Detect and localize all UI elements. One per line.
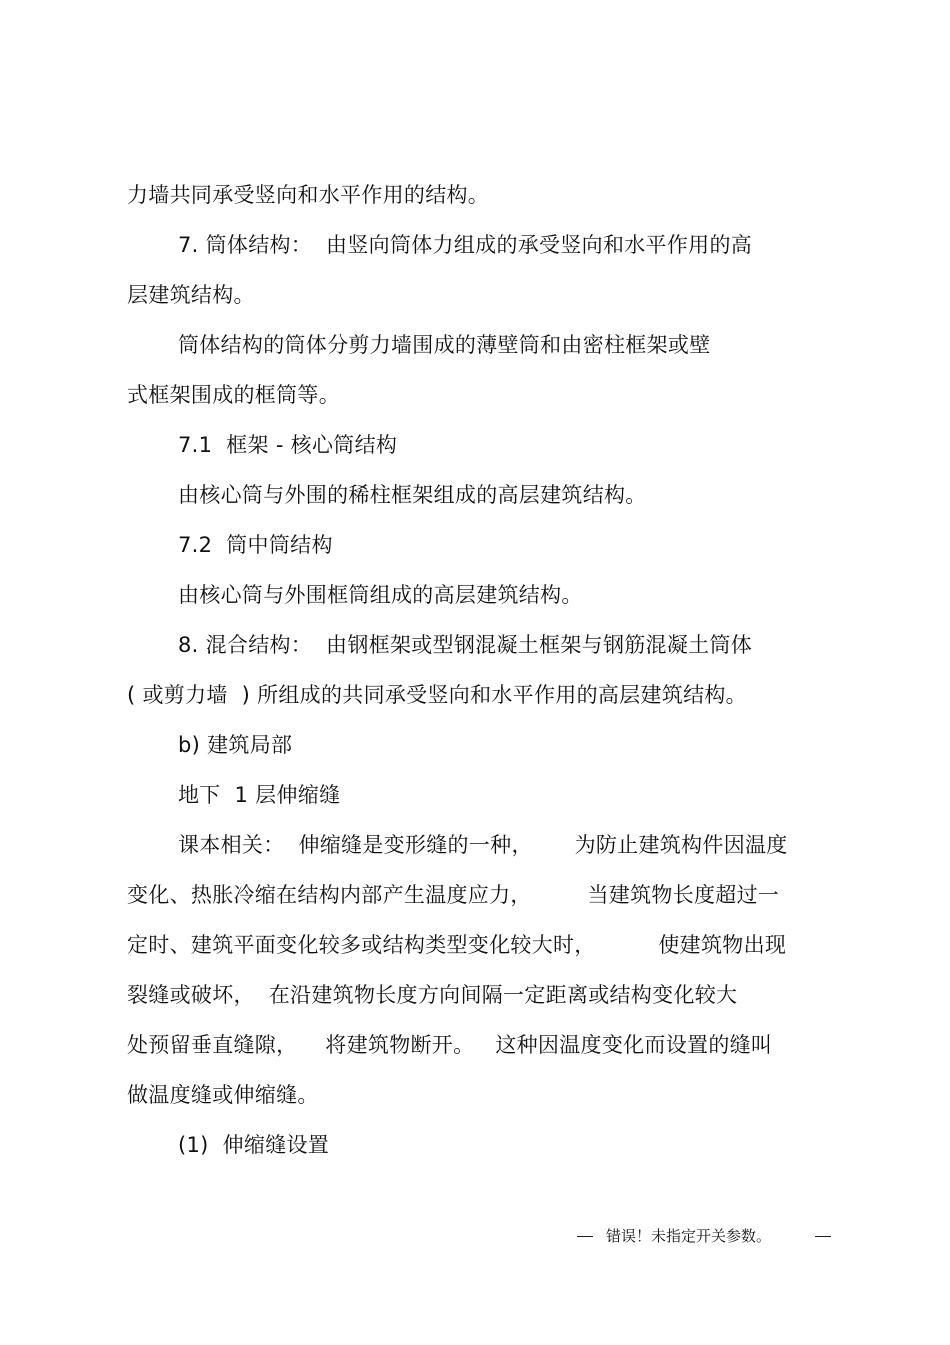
text-line: ( 或剪力墙 ) 所组成的共同承受竖向和水平作用的高层建筑结构。 <box>127 683 747 707</box>
text-line: 定时、建筑平面变化较多或结构类型变化较大时， 使建筑物出现 <box>127 933 787 957</box>
text-line: 由核心筒与外围的稀柱框架组成的高层建筑结构。 <box>178 483 647 507</box>
text-line: 由核心筒与外围框筒组成的高层建筑结构。 <box>178 583 583 607</box>
text-line: 处预留垂直缝隙， 将建筑物断开。 这种因温度变化而设置的缝叫 <box>127 1033 773 1057</box>
text-line: 筒体结构的筒体分剪力墙围成的薄壁筒和由密柱框架或壁 <box>178 333 711 357</box>
section-heading: b) 建筑局部 <box>178 733 293 757</box>
text-line: 裂缝或破坏， 在沿建筑物长度方向间隔一定距离或结构变化较大 <box>127 983 738 1007</box>
footer-dash-left <box>577 1236 593 1237</box>
text-line: 层建筑结构。 <box>127 283 255 307</box>
footer-dash-right <box>815 1236 831 1237</box>
section-heading: 7.1 框架 - 核心筒结构 <box>178 433 398 457</box>
text-line: 变化、热胀冷缩在结构内部产生温度应力， 当建筑物长度超过一 <box>127 883 780 907</box>
section-heading: 7.2 筒中筒结构 <box>178 533 333 557</box>
footer-text: 错误！未指定开关参数。 <box>606 1227 772 1245</box>
section-heading: (1) 伸缩缝设置 <box>178 1133 330 1157</box>
section-heading: 地下 1 层伸缩缝 <box>178 783 341 807</box>
text-line: 力墙共同承受竖向和水平作用的结构。 <box>127 183 490 207</box>
text-line: 课本相关： 伸缩缝是变形缝的一种， 为防止建筑构件因温度 <box>178 833 788 857</box>
text-line: 做温度缝或伸缩缝。 <box>127 1083 319 1107</box>
text-line: 8. 混合结构： 由钢框架或型钢混凝土框架与钢筋混凝土筒体 <box>178 633 753 657</box>
text-line: 式框架围成的框筒等。 <box>127 383 340 407</box>
text-line: 7. 筒体结构： 由竖向筒体力组成的承受竖向和水平作用的高 <box>178 233 753 257</box>
